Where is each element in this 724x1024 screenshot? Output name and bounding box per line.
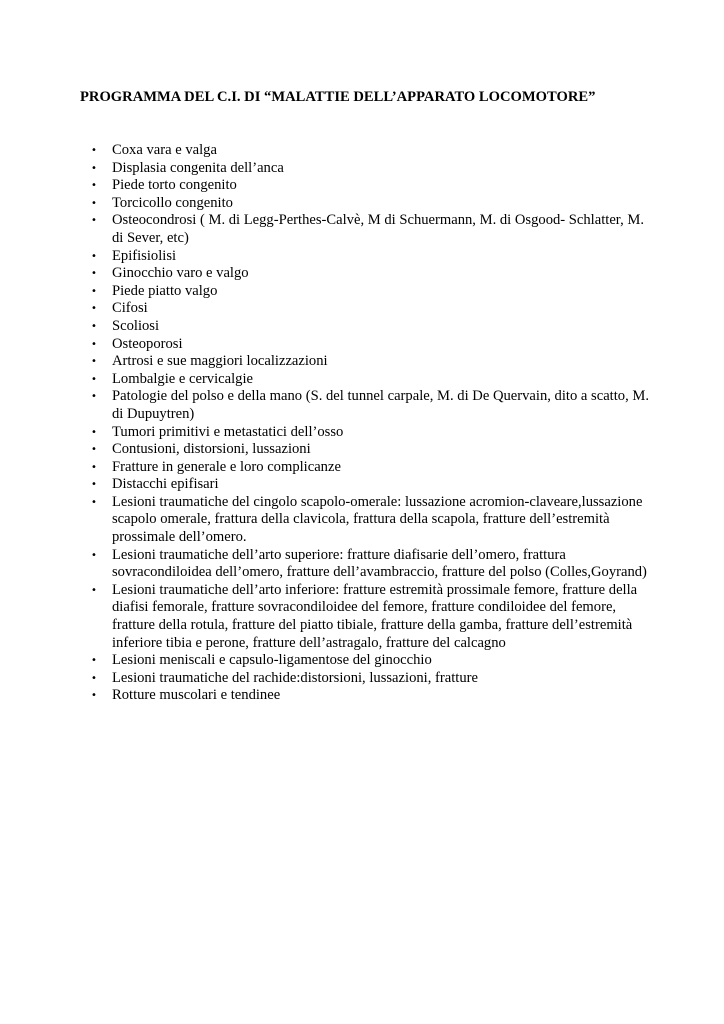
list-item <box>88 160 656 178</box>
list-item-text: Coxa vara e valga <box>112 142 217 158</box>
bullet-icon: • <box>91 215 97 227</box>
bullet-icon: • <box>91 145 97 156</box>
list-item <box>88 670 656 688</box>
bullet-icon: • <box>91 356 97 368</box>
bullet-icon: • <box>91 180 97 192</box>
list-item <box>88 582 656 652</box>
list-item <box>88 336 656 354</box>
bullet-icon: • <box>91 461 97 473</box>
bullet-icon: • <box>91 496 97 508</box>
list-item-text: Lesioni traumatiche del cingolo scapolo-omerale: lussazione acromion-claveare,lussazione scapolo omerale, frattura della clavicola, frattura della scapola, fratture dell’estremità prossimale dell’omero. <box>112 493 643 546</box>
bullet-icon: • <box>91 303 97 315</box>
list-item <box>88 441 656 459</box>
list-item <box>88 212 656 247</box>
list-item-text: Tumori primitivi e metastatici dell’osso <box>112 423 344 440</box>
bullet-icon: • <box>91 197 97 209</box>
bullet-icon: • <box>91 584 97 596</box>
list-item <box>88 195 656 213</box>
bullet-icon: • <box>91 549 97 561</box>
list-item <box>88 424 656 442</box>
list-item <box>88 318 656 336</box>
bullet-icon: • <box>91 655 97 667</box>
list-item <box>88 459 656 477</box>
list-item <box>88 353 656 371</box>
list-item-text: Osteoporosi <box>112 335 183 352</box>
bullet-icon: • <box>91 338 97 350</box>
list-item-text: Lesioni traumatiche dell’arto superiore: fratture diafisarie dell’omero, frattura sovracondiloidea dell’omero, fratture dell’avambraccio, fratture del polso (Colles,Goyrand) <box>112 546 647 581</box>
list-item <box>88 248 656 266</box>
list-item <box>88 388 656 423</box>
bullet-icon: • <box>91 391 97 403</box>
list-item-text: Displasia congenita dell’anca <box>112 159 284 176</box>
list-item-text: Torcicollo congenito <box>112 194 233 211</box>
list-item-text: Distacchi epifisari <box>112 476 219 493</box>
list-item <box>88 142 656 160</box>
list-item <box>88 300 656 318</box>
list-item <box>88 494 656 547</box>
list-item <box>88 476 656 494</box>
list-item <box>88 547 656 582</box>
topic-list <box>88 142 656 705</box>
list-item-text: Lesioni meniscali e capsulo-ligamentose del ginocchio <box>112 652 432 669</box>
list-item <box>88 687 656 705</box>
list-item-text: Artrosi e sue maggiori localizzazioni <box>112 353 328 370</box>
bullet-icon: • <box>91 373 97 385</box>
list-item-text: Osteocondrosi ( M. di Legg-Perthes-Calvè, M di Schuermann, M. di Osgood- Schlatter, M. di Sever, etc) <box>112 212 645 246</box>
document-title: PROGRAMMA DEL C.I. DI “MALATTIE DELL’APPARATO LOCOMOTORE” <box>80 89 596 105</box>
bullet-icon: • <box>91 268 97 280</box>
bullet-icon: • <box>91 285 97 297</box>
bullet-icon: • <box>91 444 97 456</box>
list-item-text: Patologie del polso e della mano (S. del tunnel carpale, M. di De Quervain, dito a scatto, M. di Dupuytren) <box>112 388 649 422</box>
bullet-icon: • <box>91 162 97 174</box>
list-item-text: Scoliosi <box>112 317 160 334</box>
list-item-text: Ginocchio varo e valgo <box>112 265 249 282</box>
bullet-icon: • <box>91 320 97 332</box>
bullet-icon: • <box>91 426 97 438</box>
list-item <box>88 652 656 670</box>
list-item <box>88 371 656 389</box>
bullet-icon: • <box>91 690 97 702</box>
list-item-text: Fratture in generale e loro complicanze <box>112 458 341 475</box>
list-item-text: Rotture muscolari e tendinee <box>112 687 281 704</box>
bullet-icon: • <box>91 250 97 262</box>
list-item <box>88 283 656 301</box>
list-item-text: Lesioni traumatiche dell’arto inferiore: fratture estremità prossimale femore, fratture della diafisi femorale, fratture sovracondiloidee del femore, fratture condiloidee del femore, fratture della rotula, fratture del piatto tibiale, fratture della gamba, fratture dell’estremità inferiore tibia e perone, fratture dell’astragalo, fratture del calcagno <box>112 581 638 651</box>
list-item <box>88 177 656 195</box>
list-item-text: Contusioni, distorsioni, lussazioni <box>112 441 311 458</box>
list-item-text: Piede piatto valgo <box>112 282 218 299</box>
bullet-icon: • <box>91 479 97 491</box>
list-item-text: Cifosi <box>112 300 148 317</box>
list-item <box>88 265 656 283</box>
list-item-text: Epifisiolisi <box>112 247 177 264</box>
list-item-text: Piede torto congenito <box>112 177 237 194</box>
bullet-icon: • <box>91 672 97 684</box>
list-item-text: Lesioni traumatiche del rachide:distorsioni, lussazioni, fratture <box>112 669 478 686</box>
list-item-text: Lombalgie e cervicalgie <box>112 370 253 387</box>
